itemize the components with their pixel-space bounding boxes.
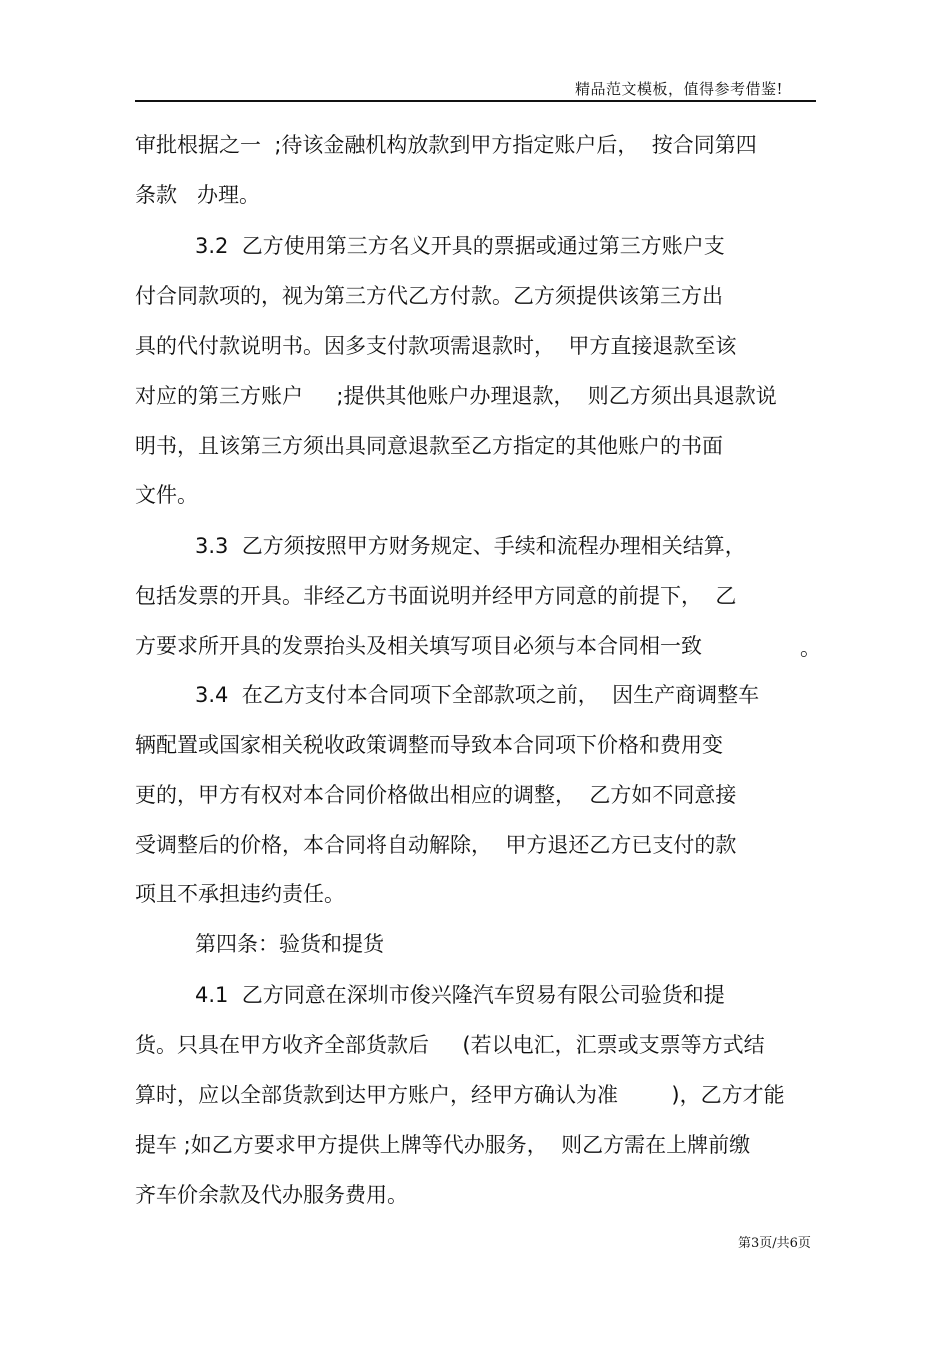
body-line: 算时，应以全部货款到达甲方账户，经甲方确认为准 )，乙方才能: [135, 1083, 785, 1107]
header-text: 精品范文模板，值得参考借鉴!: [574, 80, 783, 98]
body-line: 审批根据之一 ;待该金融机构放款到甲方指定账户后， 按合同第四: [135, 133, 757, 157]
body-line: 文件。: [135, 483, 198, 507]
body-line: 更的，甲方有权对本合同价格做出相应的调整， 乙方如不同意接: [135, 783, 737, 807]
body-line: 3.3 乙方须按照甲方财务规定、手续和流程办理相关结算，: [195, 534, 746, 558]
body-line: 齐车价余款及代办服务费用。: [135, 1183, 408, 1207]
body-line: 明书，且该第三方须出具同意退款至乙方指定的其他账户的书面: [135, 434, 723, 458]
body-line: 提车 ;如乙方要求甲方提供上牌等代办服务， 则乙方需在上牌前缴: [135, 1133, 751, 1157]
section-heading: 第四条：验货和提货: [195, 932, 384, 956]
body-line: 方要求所开具的发票抬头及相关填写项目必须与本合同相一致: [135, 634, 702, 658]
body-line: 具的代付款说明书。因多支付款项需退款时， 甲方直接退款至该: [135, 334, 737, 358]
body-line: 4.1 乙方同意在深圳市俊兴隆汽车贸易有限公司验货和提: [195, 983, 725, 1007]
page-number: 第3页/共6页: [738, 1236, 811, 1251]
body-line: 受调整后的价格，本合同将自动解除， 甲方退还乙方已支付的款: [135, 833, 737, 857]
body-line: 3.4 在乙方支付本合同项下全部款项之前， 因生产商调整车: [195, 683, 760, 707]
header-rule: [135, 100, 816, 102]
body-line: 辆配置或国家相关税收政策调整而导致本合同项下价格和费用变: [135, 733, 723, 757]
trailing-period: 。: [800, 636, 821, 660]
body-line: 包括发票的开具。非经乙方书面说明并经甲方同意的前提下， 乙: [135, 584, 737, 608]
body-line: 对应的第三方账户 ;提供其他账户办理退款， 则乙方须出具退款说: [135, 384, 777, 408]
body-line: 货。只具在甲方收齐全部货款后 (若以电汇，汇票或支票等方式结: [135, 1033, 765, 1057]
body-line: 付合同款项的，视为第三方代乙方付款。乙方须提供该第三方出: [135, 284, 723, 308]
body-line: 项且不承担违约责任。: [135, 882, 345, 906]
body-line: 条款 办理。: [135, 183, 261, 207]
page-header: [135, 78, 815, 100]
body-line: 3.2 乙方使用第三方名义开具的票据或通过第三方账户支: [195, 234, 725, 258]
